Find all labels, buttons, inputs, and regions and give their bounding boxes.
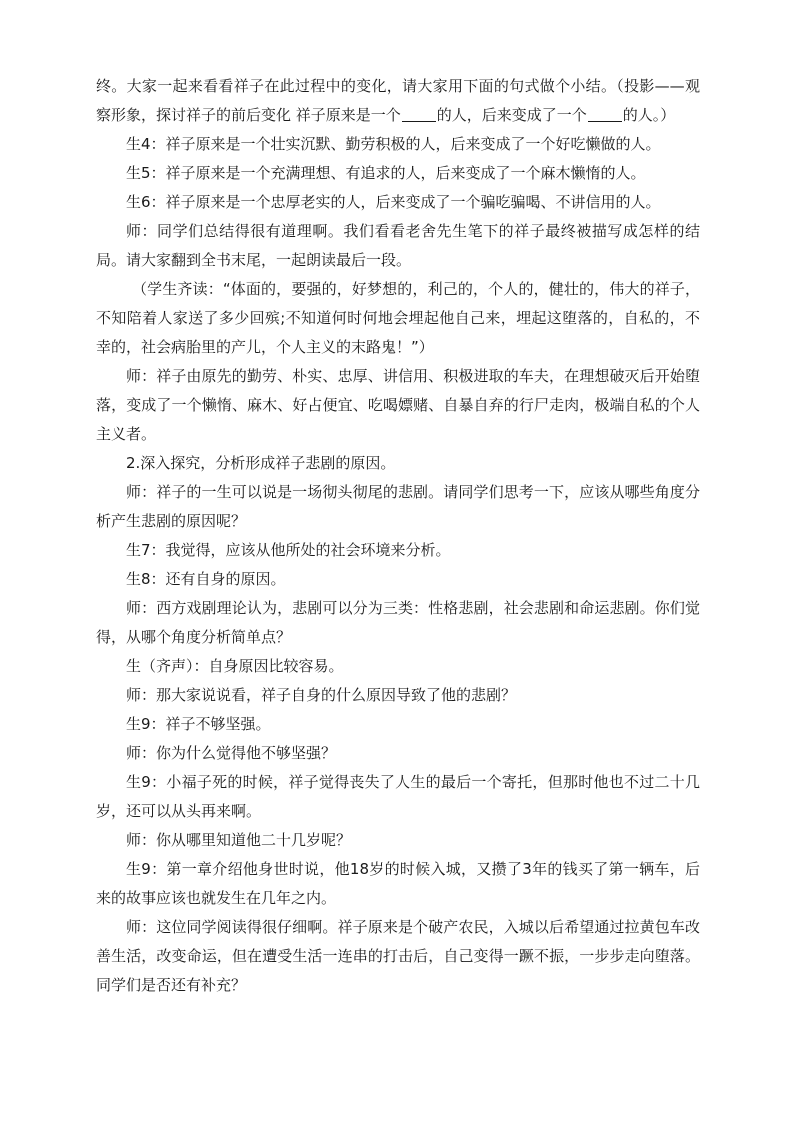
paragraph-student-8: 生8：还有自身的原因。 [126, 570, 286, 588]
paragraph-student-9-a: 生9：祥子不够坚强。 [126, 715, 271, 733]
paragraph-class-reading: （学生齐读：“体面的，要强的，好梦想的，利己的，个人的，健壮的，伟大的祥子，不知陪着人家送了多少回殡;不知道何时何地会埋起他自己来，埋起这堕落的，自私的，不幸的，社会病胎里的产儿，个人主义的末路鬼！”） [96, 280, 700, 356]
paragraph-teacher-ask: 师：那大家说说看，祥子自身的什么原因导致了他的悲剧？ [126, 686, 517, 704]
fill-blank-2 [588, 106, 622, 122]
paragraph-student-4: 生4：祥子原来是一个壮实沉默、勤劳积极的人，后来变成了一个好吃懒做的人。 [126, 135, 661, 153]
paragraph-teacher-age: 师：你从哪里知道他二十几岁呢？ [126, 831, 352, 849]
paragraph-teacher-theory: 师：西方戏剧理论认为，悲剧可以分为三类：性格悲剧，社会悲剧和命运悲剧。你们觉得，从哪个角度分析简单点？ [96, 599, 700, 646]
paragraph-teacher-ending: 师：同学们总结得很有道理啊。我们看看老舍先生笔下的祥子最终被描写成怎样的结局。请大家翻到全书末尾，一起朗读最后一段。 [96, 222, 700, 269]
summary-text-part2: 的人，后来变成了一个 [436, 106, 587, 124]
summary-text-part3: 的人。） [622, 106, 676, 124]
summary-text-part1: 终。大家一起来看看祥子在此过程中的变化，请大家用下面的句式做个小结。（投影——观察形象，探讨祥子的前后变化 祥子原来是一个 [96, 77, 700, 124]
paragraph-student-9-b: 生9：小福子死的时候，祥子觉得丧失了人生的最后一个寄托，但那时他也不过二十几岁，还可以从头再来啊。 [96, 773, 700, 820]
paragraph-teacher-question: 师：祥子的一生可以说是一场彻头彻尾的悲剧。请同学们思考一下，应该从哪些角度分析产生悲剧的原因呢？ [96, 483, 700, 530]
paragraph-student-6: 生6：祥子原来是一个忠厚老实的人，后来变成了一个骗吃骗喝、不讲信用的人。 [126, 193, 661, 211]
paragraph-student-9-c: 生9：第一章介绍他身世时说，他18岁的时候入城，又攒了3年的钱买了第一辆车，后来的故事应该也就发生在几年之内。 [96, 860, 700, 907]
paragraph-student-7: 生7：我觉得，应该从他所处的社会环境来分析。 [126, 541, 451, 559]
paragraph-teacher-summary: 师：祥子由原先的勤劳、朴实、忠厚、讲信用、积极进取的车夫，在理想破灭后开始堕落，变成了一个懒惰、麻木、好占便宜、吃喝嫖赌、自暴自弃的行尸走肉，极端自私的个人主义者。 [96, 367, 700, 443]
section-heading-explore: 2.深入探究，分析形成祥子悲剧的原因。 [126, 454, 396, 472]
paragraph-teacher-closing: 师：这位同学阅读得很仔细啊。祥子原来是个破产农民，入城以后希望通过拉黄包车改善生活，改变命运，但在遭受生活一连串的打击后，自己变得一蹶不振，一步步走向堕落。同学们是否还有补充？ [96, 918, 700, 994]
paragraph-student-5: 生5：祥子原来是一个充满理想、有追求的人，后来变成了一个麻木懒惰的人。 [126, 164, 646, 182]
paragraph-summary-prompt [96, 72, 700, 130]
fill-blank-1 [402, 106, 436, 122]
document-page [96, 72, 700, 1000]
paragraph-teacher-why: 师：你为什么觉得他不够坚强？ [126, 744, 337, 762]
paragraph-students-chorus: 生（齐声）：自身原因比较容易。 [126, 657, 344, 675]
